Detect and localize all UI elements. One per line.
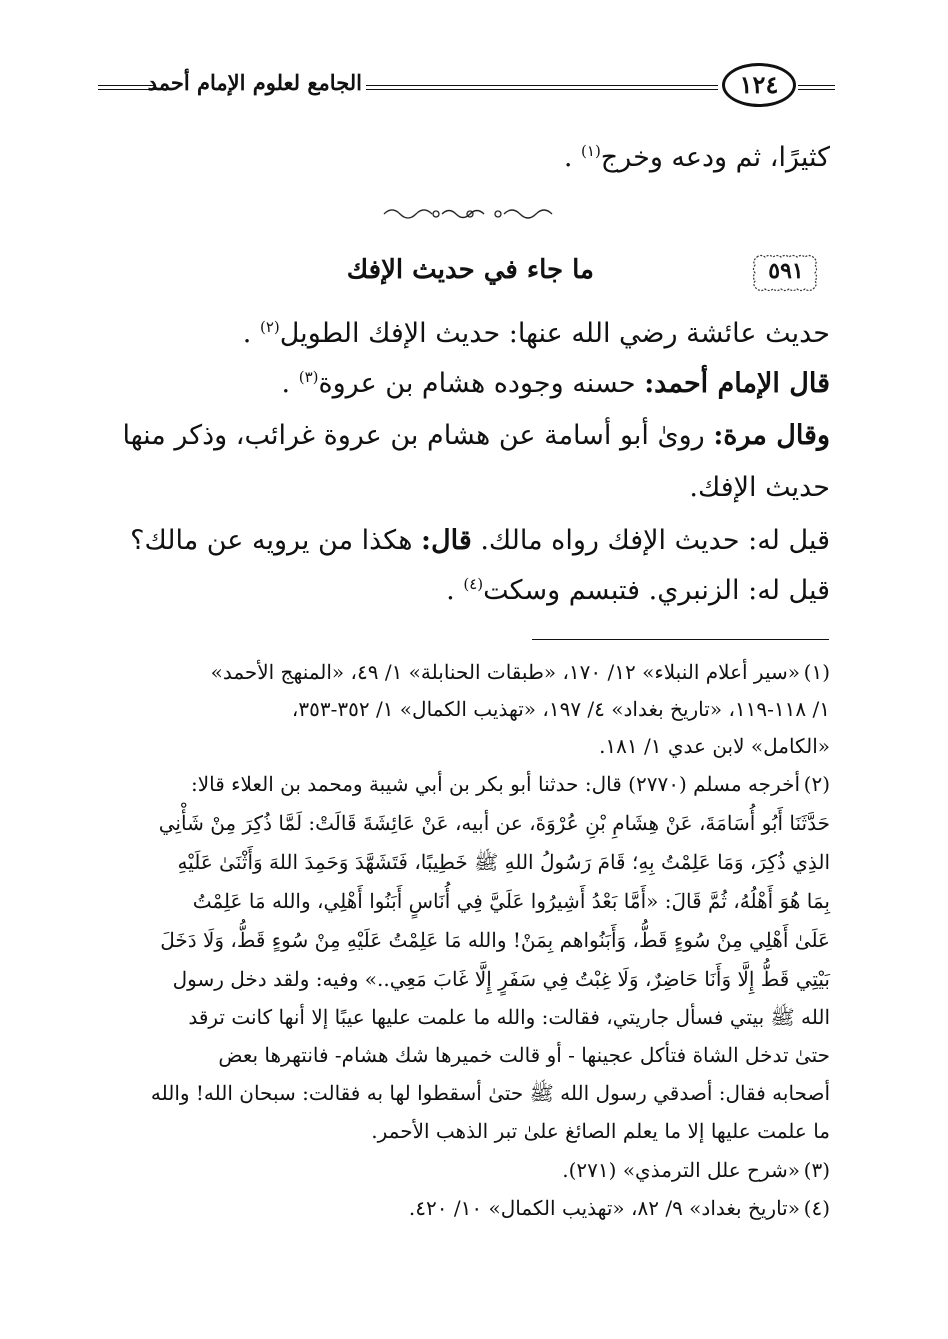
footnote-line: أخرجه مسلم (٢٧٧٠) قال: حدثنا أبو بكر بن أبي شيبة ومحمد بن العلاء قالا: (190, 772, 800, 796)
paragraph-zanbari: قيل له: الزنبري. فتبسم وسكت$^{(٤)}$ . (446, 575, 830, 606)
footnote-line: ١/ ١١٨-١١٩، «تاريخ بغداد» ٤/ ١٩٧، «تهذيب الكمال» ١/ ٣٥٢-٣٥٣، (291, 697, 830, 721)
footnote-line: حَدَّثَنَا أَبُو أُسَامَةَ، عَنْ هِشَامِ بْنِ عُرْوَةَ، عن أبيه، عَنْ عَائِشَةَ قَالَتْ: لَمَّا ذُكِرَ مِنْ شَأْنِي (158, 811, 830, 835)
paragraph-qala-marra: وقال مرة: روىٰ أبو أسامة عن هشام بن عروة غرائب، وذكر منها (122, 420, 830, 451)
footnote-ref-3[interactable]: (٣) (298, 368, 319, 386)
footnote-line: بِمَا هُوَ أَهْلُهُ، ثُمَّ قَالَ: «أَمَّا بَعْدُ أَشِيرُوا عَلَيَّ فِي أُنَاسٍ أَبَنُوا أَهْلِي، والله مَا عَلِمْتُ (192, 889, 830, 913)
footnote-ref-1[interactable]: (١) (581, 142, 601, 160)
speaker-label: وقال مرة: (713, 420, 830, 451)
section-title: ما جاء في حديث الإفك (346, 255, 594, 285)
footnote-line: عَلَىٰ أَهْلِي مِنْ سُوءٍ قَطُّ، وَأَبَنُواهم بِمَنْ! والله مَا عَلِمْتُ عَلَيْهِ مِنْ سُوءٍ قَطُّ، وَلَا دَخَلَ (160, 928, 830, 952)
footnote-line: بَيْتِي قَطُّ إِلَّا وَأَنَا حَاضِرٌ، وَلَا غِبْتُ فِي سَفَرٍ إِلَّا غَابَ مَعِي..» وفيه: ولقد دخل رسول (172, 967, 830, 991)
footnote-number: (٢) (803, 772, 830, 796)
section-number: ٥٩١ (768, 258, 804, 284)
continuation-line: كثيرًا، ثم ودعه وخرج$^{(١)}$ . (563, 142, 830, 173)
footnote-line: أصحابه فقال: أصدقي رسول الله ﷺ حتىٰ أسقطوا لها به فقالت: سبحان الله! والله (150, 1081, 830, 1105)
paragraph-malik-question: قيل له: حديث الإفك رواه مالك. قال: هكذا من يرويه عن مالك؟ (130, 525, 830, 556)
footnote-number: (١) (803, 660, 830, 684)
footnote-divider (532, 639, 829, 640)
footnote-line: حتىٰ تدخل الشاة فتأكل عجينها - أو قالت خميرها شك هشام- فانتهرها بعض (218, 1043, 830, 1067)
speaker-label: قال الإمام أحمد: (644, 368, 830, 399)
page-number: ١٢٤ (722, 63, 796, 107)
paragraph-qala-marra-cont: حديث الإفك. (689, 472, 830, 503)
footnote-number: (٤) (803, 1196, 830, 1220)
footnote-line: «سير أعلام النبلاء» ١٢/ ١٧٠، «طبقات الحنابلة» ١/ ٤٩، «المنهج الأحمد» (210, 660, 800, 684)
header-rule-right (798, 85, 835, 90)
paragraph-aisha-hadith: حديث عائشة رضي الله عنها: حديث الإفك الطويل$^{(٢)}$ . (242, 318, 830, 349)
floral-divider-icon (380, 205, 560, 223)
footnote-line: «الكامل» لابن عدي ١/ ١٨١. (599, 734, 830, 758)
footnote-line: الله ﷺ بيتي فسأل جاريتي، فقالت: والله ما علمت عليها عيبًا إلا أنها كانت ترقد (188, 1005, 830, 1029)
footnote-line: «تاريخ بغداد» ٩/ ٨٢، «تهذيب الكمال» ١٠/ ٤٢٠. (408, 1196, 800, 1220)
speaker-label: قال: (421, 525, 472, 556)
footnote-line: ما علمت عليها إلا ما يعلم الصائغ علىٰ تبر الذهب الأحمر. (371, 1119, 830, 1143)
header-title: الجامع لعلوم الإمام أحمد (147, 70, 362, 95)
footnote-ref-2[interactable]: (٢) (259, 318, 280, 336)
running-header (98, 60, 835, 116)
footnote-ref-4[interactable]: (٤) (463, 575, 484, 593)
paragraph-imam-ahmad: قال الإمام أحمد: حسنه وجوده هشام بن عروة$^{(٣)}$ . (281, 368, 830, 399)
footnote-number: (٣) (803, 1158, 830, 1182)
footnote-line: «شرح علل الترمذي» (٢٧١). (562, 1158, 800, 1182)
header-rule-middle (366, 85, 718, 90)
footnote-line: الذِي ذُكِرَ، وَمَا عَلِمْتُ بِهِ؛ قَامَ رَسُولُ اللهِ ﷺ خَطِيبًا، فَتَشَهَّدَ وَحَمِدَ اللهَ وَأَثْنَىٰ عَلَيْهِ (177, 850, 830, 874)
